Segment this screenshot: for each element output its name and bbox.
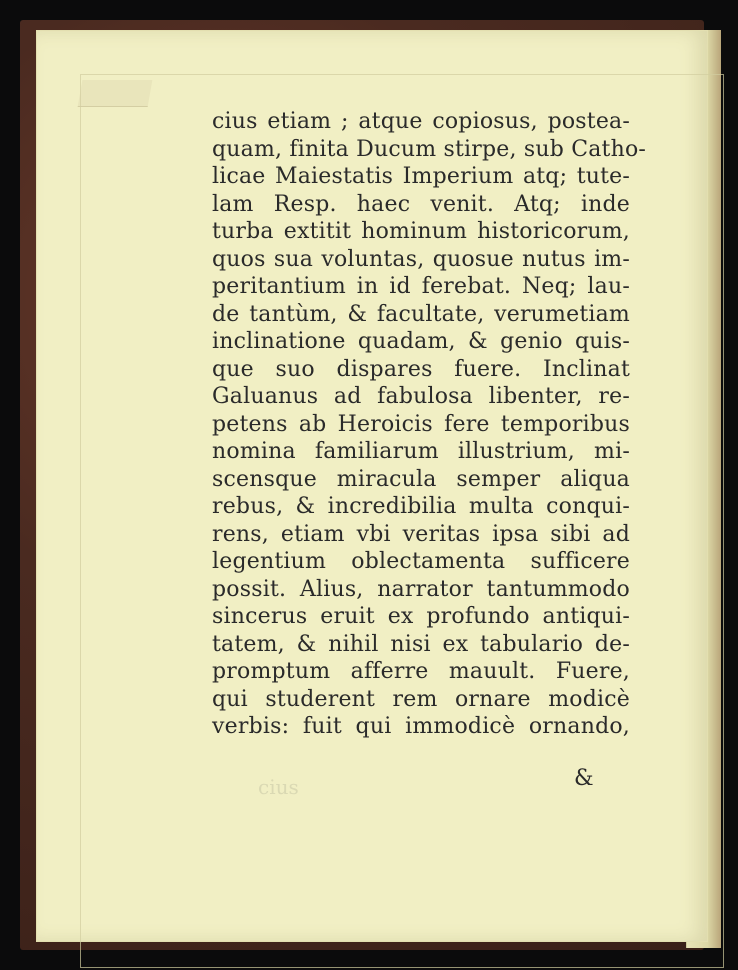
text-line: qui studerent rem ornare modicè	[212, 686, 630, 712]
text-line: legentium oblectamenta sufficere	[212, 549, 630, 574]
text-line: que suo dispares fuere. Inclinat	[212, 356, 630, 382]
text-line: nomina familiarum illustrium, mi-	[212, 439, 630, 464]
text-line: rens, etiam vbi veritas ipsa sibi ad	[212, 521, 630, 547]
text-line: promptum afferre mauult. Fuere,	[212, 659, 630, 684]
text-line: quam, finita Ducum stirpe, sub Catho-	[212, 136, 647, 162]
bleed-through-text: cius	[258, 775, 299, 799]
text-line: scensque miracula semper aliqua	[212, 466, 630, 492]
text-line: peritantium in id ferebat. Neq; lau-	[212, 274, 630, 299]
text-line: cius etiam ; atque copiosus, postea-	[212, 109, 630, 134]
text-line: lam Resp. haec venit. Atq; inde	[212, 191, 630, 217]
text-line: sincerus eruit ex profundo antiqui-	[212, 604, 630, 629]
text-line: possit. Alius, narrator tantummodo	[212, 576, 630, 602]
text-line: de tantùm, & facultate, verumetiam	[212, 301, 630, 327]
text-line: verbis: fuit qui immodicè ornando,	[212, 714, 630, 739]
page-text-block	[212, 108, 647, 741]
catchword: &	[574, 766, 594, 791]
text-line: Galuanus ad fabulosa libenter, re-	[212, 384, 630, 409]
text-line: inclinatione quadam, & genio quis-	[212, 329, 630, 354]
text-line: turba extitit hominum historicorum,	[212, 219, 630, 244]
torn-paper-corner	[78, 80, 153, 107]
text-line: petens ab Heroicis fere temporibus	[212, 411, 630, 437]
text-line: licae Maiestatis Imperium atq; tute-	[212, 164, 630, 189]
text-line: quos sua voluntas, quosue nutus im-	[212, 246, 630, 272]
text-line: rebus, & incredibilia multa conqui-	[212, 494, 630, 519]
text-line: tatem, & nihil nisi ex tabulario de-	[212, 631, 630, 657]
